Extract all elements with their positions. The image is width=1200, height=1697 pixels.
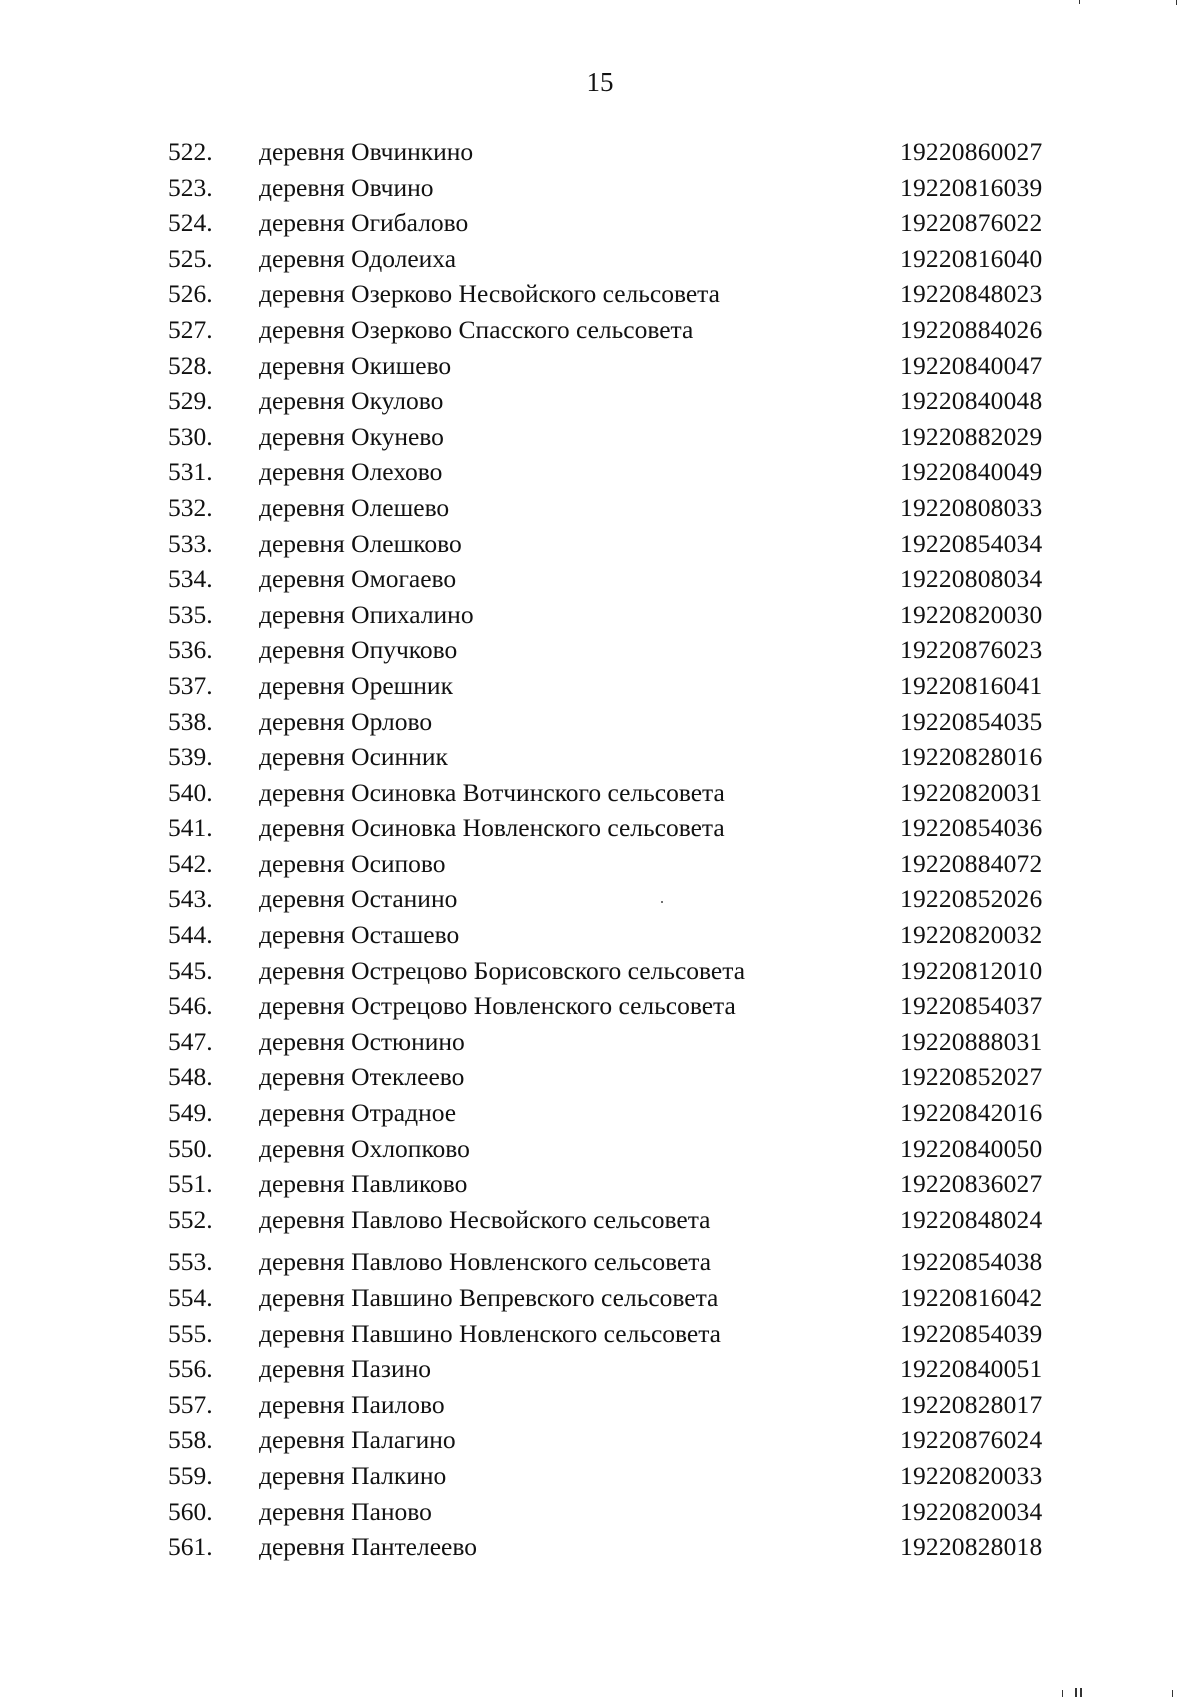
list-item (0, 1494, 1200, 1530)
item-number: 522. (168, 137, 213, 166)
settlement-name: деревня Пазино (259, 1354, 432, 1384)
list-item (0, 1387, 1200, 1423)
item-number: 526. (168, 279, 213, 309)
settlement-name: деревня Остюнино (259, 1026, 465, 1056)
item-number: 532. (168, 492, 213, 522)
settlement-name: деревня Пантелеево (259, 1532, 477, 1562)
settlement-name: деревня Отеклеево (259, 1062, 465, 1092)
list-item (0, 1316, 1200, 1352)
settlement-name: деревня Павлово Новленского сельсовета (259, 1247, 712, 1277)
settlement-name: деревня Овчинкино (259, 137, 474, 166)
item-number: 554. (168, 1283, 213, 1312)
oktmo-code: 19220808034 (900, 564, 1043, 594)
oktmo-code: 19220852027 (900, 1062, 1043, 1092)
list-item (0, 1422, 1200, 1458)
settlement-name: деревня Осинник (259, 742, 448, 772)
oktmo-code: 19220808033 (900, 492, 1043, 522)
settlement-name: деревня Паново (259, 1496, 432, 1526)
list-item (0, 988, 1200, 1024)
oktmo-code: 19220848024 (900, 1204, 1043, 1234)
settlement-name: деревня Осиновка Вотчинского сельсовета (259, 777, 725, 807)
list-item (0, 490, 1200, 526)
settlement-name: деревня Павликово (259, 1169, 468, 1199)
item-number: 533. (168, 528, 213, 558)
settlement-name: деревня Овчино (259, 172, 434, 202)
item-number: 536. (168, 635, 213, 665)
settlement-name: деревня Олехово (259, 457, 443, 487)
settlement-name: деревня Паилово (259, 1389, 445, 1419)
oktmo-code: 19220884072 (900, 848, 1043, 878)
item-number: 529. (168, 386, 213, 416)
oktmo-code: 19220860027 (900, 137, 1043, 166)
oktmo-code: 19220828016 (900, 742, 1043, 772)
oktmo-code: 19220812010 (900, 955, 1043, 985)
settlement-name: деревня Орлово (259, 706, 433, 736)
page-number: 15 (586, 67, 614, 97)
list-item (0, 1458, 1200, 1494)
list-item (0, 276, 1200, 312)
settlement-name: деревня Окунево (259, 421, 444, 451)
list-item (0, 739, 1200, 775)
item-number: 531. (168, 457, 213, 487)
list-item (0, 1529, 1200, 1565)
settlement-name: деревня Омогаево (259, 564, 457, 594)
item-number: 523. (168, 172, 213, 202)
list-item (0, 1202, 1200, 1238)
list-item (0, 1166, 1200, 1202)
oktmo-code: 19220816040 (900, 243, 1043, 273)
list-item (0, 1059, 1200, 1095)
settlement-name: деревня Окишево (259, 350, 452, 380)
oktmo-code: 19220816039 (900, 172, 1043, 202)
item-number: 556. (168, 1354, 213, 1384)
oktmo-code: 19220836027 (900, 1169, 1043, 1199)
item-number: 543. (168, 884, 213, 914)
settlement-name: деревня Опихалино (259, 599, 474, 629)
item-number: 561. (168, 1532, 213, 1562)
settlement-name: деревня Озерково Спасского сельсовета (259, 314, 694, 344)
oktmo-code: 19220840050 (900, 1133, 1043, 1163)
list-item (0, 632, 1200, 668)
settlement-name: деревня Осташево (259, 920, 460, 950)
list-item (0, 561, 1200, 597)
scan-edge-mark (1062, 1690, 1063, 1697)
list-item (0, 775, 1200, 811)
settlement-name: деревня Отрадное (259, 1098, 457, 1128)
settlement-name: деревня Олешево (259, 492, 450, 522)
oktmo-code: 19220876024 (900, 1425, 1043, 1455)
item-number: 553. (168, 1247, 213, 1277)
item-number: 560. (168, 1496, 213, 1526)
oktmo-code: 19220854039 (900, 1318, 1043, 1348)
item-number: 550. (168, 1133, 213, 1163)
scan-edge-mark (1172, 1690, 1173, 1697)
settlement-name: деревня Охлопково (259, 1133, 470, 1163)
oktmo-code: 19220816042 (900, 1283, 1043, 1312)
item-number: 544. (168, 920, 213, 950)
list-item (0, 383, 1200, 419)
oktmo-code: 19220876023 (900, 635, 1043, 665)
item-number: 537. (168, 670, 213, 700)
scan-edge-mark (1176, 0, 1177, 5)
list-item (0, 1280, 1200, 1316)
item-number: 549. (168, 1098, 213, 1128)
settlement-name: деревня Олешково (259, 528, 462, 558)
list-item (0, 953, 1200, 989)
settlement-name: деревня Острецово Новленского сельсовета (259, 991, 736, 1021)
scan-edge-mark (1075, 1688, 1077, 1697)
list-item (0, 241, 1200, 277)
oktmo-code: 19220884026 (900, 314, 1043, 344)
settlement-name: деревня Павлово Несвойского сельсовета (259, 1204, 711, 1234)
item-number: 535. (168, 599, 213, 629)
settlement-name: деревня Осипово (259, 848, 446, 878)
oktmo-code: 19220888031 (900, 1026, 1043, 1056)
oktmo-code: 19220820031 (900, 777, 1043, 807)
list-item (0, 205, 1200, 241)
oktmo-code: 19220820033 (900, 1460, 1043, 1490)
oktmo-code: 19220840047 (900, 350, 1043, 380)
item-number: 528. (168, 350, 213, 380)
settlement-name: деревня Орешник (259, 670, 453, 700)
oktmo-code: 19220882029 (900, 421, 1043, 451)
list-item (0, 526, 1200, 562)
list-item (0, 454, 1200, 490)
oktmo-code: 19220854038 (900, 1247, 1043, 1277)
settlement-name: деревня Опучково (259, 635, 458, 665)
settlement-name: деревня Осиновка Новленского сельсовета (259, 813, 725, 843)
item-number: 530. (168, 421, 213, 451)
scan-edge-mark (1079, 0, 1080, 4)
list-item (0, 597, 1200, 633)
oktmo-code: 19220876022 (900, 208, 1043, 238)
scan-edge-mark (1080, 1688, 1082, 1697)
settlement-name: деревня Павшино Новленского сельсовета (259, 1318, 722, 1348)
list-item (0, 1131, 1200, 1167)
list-item (0, 170, 1200, 206)
settlement-name: деревня Острецово Борисовского сельсовета (259, 955, 746, 985)
oktmo-code: 19220828017 (900, 1389, 1043, 1419)
settlement-name: деревня Палкино (259, 1460, 447, 1490)
oktmo-code: 19220848023 (900, 279, 1043, 309)
item-number: 555. (168, 1318, 213, 1348)
list-item (0, 312, 1200, 348)
list-item (0, 1024, 1200, 1060)
item-number: 542. (168, 848, 213, 878)
settlement-name: деревня Останино (259, 884, 458, 914)
oktmo-code: 19220840051 (900, 1354, 1043, 1384)
oktmo-code: 19220840048 (900, 386, 1043, 416)
oktmo-code: 19220854037 (900, 991, 1043, 1021)
settlement-name: деревня Павшино Вепревского сельсовета (259, 1283, 719, 1312)
item-number: 541. (168, 813, 213, 843)
list-item (0, 881, 1200, 917)
oktmo-code: 19220852026 (900, 884, 1043, 914)
list-item (0, 1095, 1200, 1131)
oktmo-code: 19220820030 (900, 599, 1043, 629)
list-item (0, 846, 1200, 882)
list-item (0, 917, 1200, 953)
item-number: 525. (168, 243, 213, 273)
list-item (0, 419, 1200, 455)
item-number: 538. (168, 706, 213, 736)
list-item (0, 1244, 1200, 1280)
settlement-name: деревня Озерково Несвойского сельсовета (259, 279, 720, 309)
settlement-list (0, 134, 1200, 1565)
oktmo-code: 19220828018 (900, 1532, 1043, 1562)
item-number: 546. (168, 991, 213, 1021)
list-item (0, 810, 1200, 846)
oktmo-code: 19220854036 (900, 813, 1043, 843)
item-number: 539. (168, 742, 213, 772)
item-number: 547. (168, 1026, 213, 1056)
list-item (0, 348, 1200, 384)
oktmo-code: 19220854035 (900, 706, 1043, 736)
item-number: 534. (168, 564, 213, 594)
item-number: 527. (168, 314, 213, 344)
item-number: 540. (168, 777, 213, 807)
settlement-name: деревня Огибалово (259, 208, 469, 238)
list-item (0, 704, 1200, 740)
settlement-name: деревня Палагино (259, 1425, 456, 1455)
oktmo-code: 19220820034 (900, 1496, 1043, 1526)
item-number: 559. (168, 1460, 213, 1490)
item-number: 557. (168, 1389, 213, 1419)
oktmo-code: 19220840049 (900, 457, 1043, 487)
oktmo-code: 19220842016 (900, 1098, 1043, 1128)
list-item (0, 1351, 1200, 1387)
item-number: 548. (168, 1062, 213, 1092)
settlement-name: деревня Одолеиха (259, 243, 457, 273)
oktmo-code: 19220816041 (900, 670, 1043, 700)
settlement-name: деревня Окулово (259, 386, 444, 416)
oktmo-code: 19220854034 (900, 528, 1043, 558)
item-number: 552. (168, 1204, 213, 1234)
oktmo-code: 19220820032 (900, 920, 1043, 950)
list-item (0, 134, 1200, 170)
item-number: 524. (168, 208, 213, 238)
scan-speck (661, 901, 663, 903)
item-number: 545. (168, 955, 213, 985)
item-number: 558. (168, 1425, 213, 1455)
item-number: 551. (168, 1169, 213, 1199)
list-item (0, 668, 1200, 704)
